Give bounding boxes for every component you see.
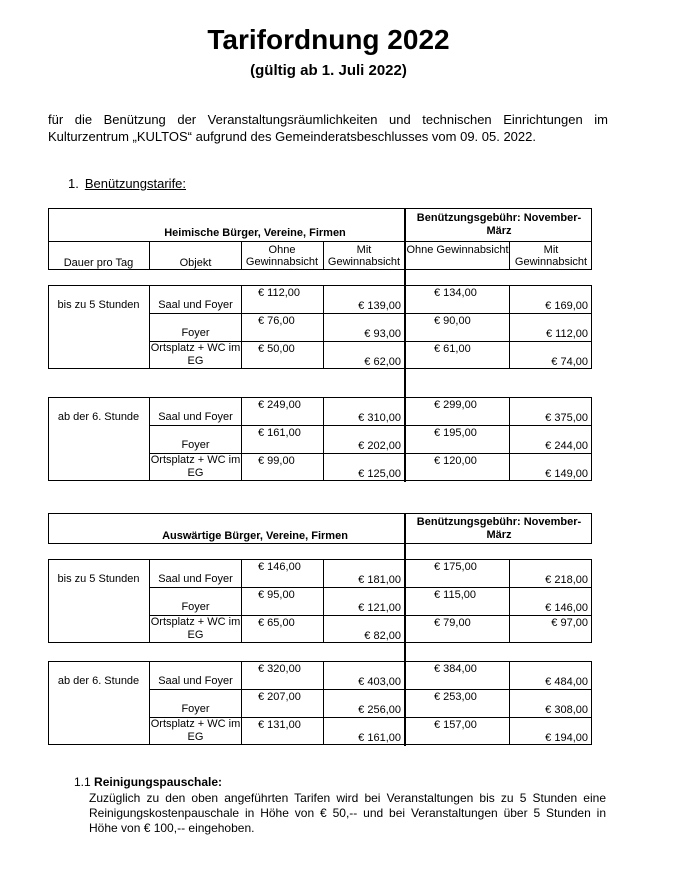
price-mit2-cell: € 244,00 — [545, 440, 588, 452]
price-ohne-cell: € 50,00 — [258, 343, 295, 355]
tariff-block — [48, 559, 592, 643]
price-ohne-cell: € 161,00 — [258, 427, 301, 439]
objekt-cell: Ortsplatz + WC im EG — [150, 616, 241, 641]
price-ohne2-cell: € 175,00 — [434, 561, 477, 573]
price-ohne2-cell: € 120,00 — [434, 455, 477, 467]
price-mit-cell: € 82,00 — [364, 630, 401, 642]
price-ohne2-cell: € 253,00 — [434, 691, 477, 703]
price-mit2-cell: € 97,00 — [551, 617, 588, 629]
table2-right-header: Benützungsgebühr: November-März — [416, 516, 582, 541]
page-title: Tarifordnung 2022 — [207, 24, 450, 55]
price-ohne2-cell: € 134,00 — [434, 287, 477, 299]
table1-left-header: Heimische Bürger, Vereine, Firmen — [164, 227, 346, 239]
price-ohne2-cell: € 299,00 — [434, 399, 477, 411]
price-mit2-cell: € 146,00 — [545, 602, 588, 614]
objekt-cell: Foyer — [181, 601, 210, 613]
price-mit2-cell: € 218,00 — [545, 574, 588, 586]
price-mit-cell: € 139,00 — [358, 300, 401, 312]
price-ohne-cell: € 207,00 — [258, 691, 301, 703]
price-mit2-cell: € 375,00 — [545, 412, 588, 424]
price-ohne2-cell: € 157,00 — [434, 719, 477, 731]
objekt-cell: Saal und Foyer — [158, 675, 233, 687]
section-1-number: 1. — [68, 176, 79, 191]
price-mit2-cell: € 149,00 — [545, 468, 588, 480]
price-mit-cell: € 125,00 — [358, 468, 401, 480]
price-ohne-cell: € 131,00 — [258, 719, 301, 731]
price-mit2-cell: € 194,00 — [545, 732, 588, 744]
objekt-cell: Ortsplatz + WC im EG — [150, 718, 241, 743]
price-ohne2-cell: € 90,00 — [434, 315, 471, 327]
col-ohne-header: Ohne Gewinnabsicht — [245, 244, 319, 268]
price-mit2-cell: € 112,00 — [545, 328, 588, 340]
price-ohne2-cell: € 115,00 — [434, 589, 477, 601]
objekt-cell: Foyer — [181, 327, 210, 339]
section-1-label: Benützungstarife: — [84, 176, 187, 191]
col-mit2-header: Mit Gewinnabsicht — [514, 244, 588, 268]
price-ohne2-cell: € 61,00 — [434, 343, 471, 355]
section-1-heading — [68, 176, 186, 191]
price-ohne-cell: € 249,00 — [258, 399, 301, 411]
col-dauer-header: Dauer pro Tag — [63, 257, 134, 269]
price-mit-cell: € 310,00 — [358, 412, 401, 424]
price-ohne-cell: € 146,00 — [258, 561, 301, 573]
price-ohne-cell: € 112,00 — [258, 287, 301, 299]
price-mit-cell: € 403,00 — [358, 676, 401, 688]
price-ohne-cell: € 65,00 — [258, 617, 295, 629]
objekt-cell: Foyer — [181, 439, 210, 451]
price-mit-cell: € 121,00 — [358, 602, 401, 614]
col-objekt-header: Objekt — [179, 257, 212, 269]
col-mit-header: Mit Gewinnabsicht — [327, 244, 401, 268]
price-mit-cell: € 62,00 — [364, 356, 401, 368]
objekt-cell: Saal und Foyer — [158, 299, 233, 311]
dauer-label: bis zu 5 Stunden — [57, 299, 140, 311]
price-ohne2-cell: € 195,00 — [434, 427, 477, 439]
section-11-paragraph: Zuzüglich zu den oben angeführten Tarifen wird bei Veranstaltungen bis zu 5 Stunden eine Reinigungskostenpauschale in Höhe von € 50,-- und bei Veranstaltungen über 5 Stunden in Höhe von € 100,-- eingehoben. — [89, 791, 606, 835]
section-11-title: Reinigungspauschale: — [94, 775, 223, 789]
table1-right-header: Benützungsgebühr: November-März — [416, 212, 582, 237]
price-mit-cell: € 181,00 — [358, 574, 401, 586]
intro-paragraph: für die Benützung der Veranstaltungsräumlichkeiten und technischen Einrichtungen im Kulturzentrum „KULTOS“ aufgrund des Gemeinderatsbeschlusses vom 09. 05. 2022. — [48, 112, 608, 144]
price-ohne2-cell: € 384,00 — [434, 663, 477, 675]
price-ohne-cell: € 99,00 — [258, 455, 295, 467]
price-ohne-cell: € 320,00 — [258, 663, 301, 675]
col-ohne2-header: Ohne Gewinnabsicht — [406, 244, 509, 256]
page-subtitle: (gültig ab 1. Juli 2022) — [250, 62, 407, 79]
price-ohne-cell: € 95,00 — [258, 589, 295, 601]
price-mit2-cell: € 484,00 — [545, 676, 588, 688]
price-mit2-cell: € 169,00 — [545, 300, 588, 312]
price-mit-cell: € 256,00 — [358, 704, 401, 716]
section-11-number: 1.1 — [74, 775, 91, 789]
price-ohne-cell: € 76,00 — [258, 315, 295, 327]
objekt-cell: Saal und Foyer — [158, 411, 233, 423]
price-mit-cell: € 93,00 — [364, 328, 401, 340]
table2-left-header: Auswärtige Bürger, Vereine, Firmen — [162, 530, 348, 542]
price-mit2-cell: € 74,00 — [551, 356, 588, 368]
price-mit-cell: € 161,00 — [358, 732, 401, 744]
price-mit-cell: € 202,00 — [358, 440, 401, 452]
objekt-cell: Ortsplatz + WC im EG — [150, 454, 241, 479]
dauer-label: bis zu 5 Stunden — [57, 573, 140, 585]
objekt-cell: Ortsplatz + WC im EG — [150, 342, 241, 367]
dauer-label: ab der 6. Stunde — [57, 411, 140, 423]
price-ohne2-cell: € 79,00 — [434, 617, 471, 629]
objekt-cell: Foyer — [181, 703, 210, 715]
dauer-label: ab der 6. Stunde — [57, 675, 140, 687]
section-11-heading — [74, 775, 222, 789]
objekt-cell: Saal und Foyer — [158, 573, 233, 585]
price-mit2-cell: € 308,00 — [545, 704, 588, 716]
